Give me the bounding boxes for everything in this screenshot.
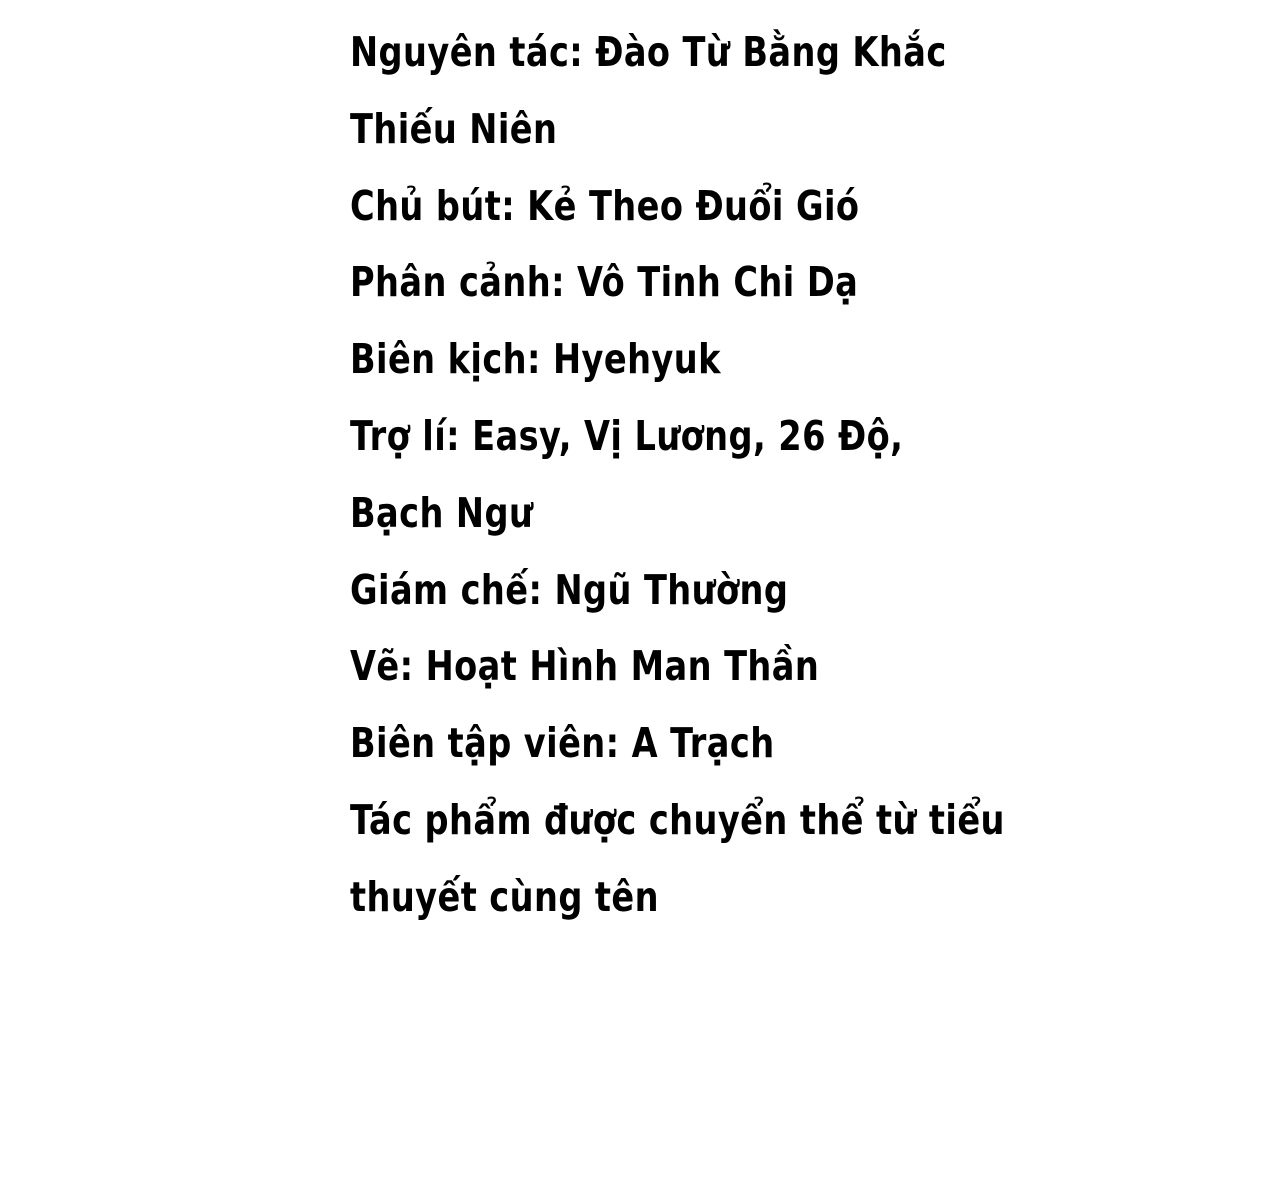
credit-line-assistants-cont: Bạch Ngư	[350, 488, 534, 537]
credit-line-original-work: Nguyên tác: Đào Từ Bằng Khắc	[350, 28, 947, 76]
credit-line-screenwriter: Biên kịch: Hyehyuk	[350, 335, 721, 384]
credit-line-assistants: Trợ lí: Easy, Vị Lương, 26 Độ,	[350, 411, 904, 460]
credit-line-adaptation-note-cont: thuyết cùng tên	[350, 872, 659, 921]
credit-line-supervisor: Giám chế: Ngũ Thường	[350, 565, 789, 614]
credit-line-adaptation-note: Tác phẩm được chuyển thể từ tiểu	[350, 795, 1005, 844]
credit-line-storyboard: Phân cảnh: Vô Tinh Chi Dạ	[350, 258, 859, 307]
credits-list	[350, 14, 1250, 936]
credit-line-illustration: Vẽ: Hoạt Hình Man Thần	[350, 642, 820, 691]
credit-line-original-work-cont: Thiếu Niên	[350, 104, 558, 153]
credit-line-lead-artist: Chủ bút: Kẻ Theo Đuổi Gió	[350, 181, 860, 230]
credit-line-editor: Biên tập viên: A Trạch	[350, 719, 775, 768]
